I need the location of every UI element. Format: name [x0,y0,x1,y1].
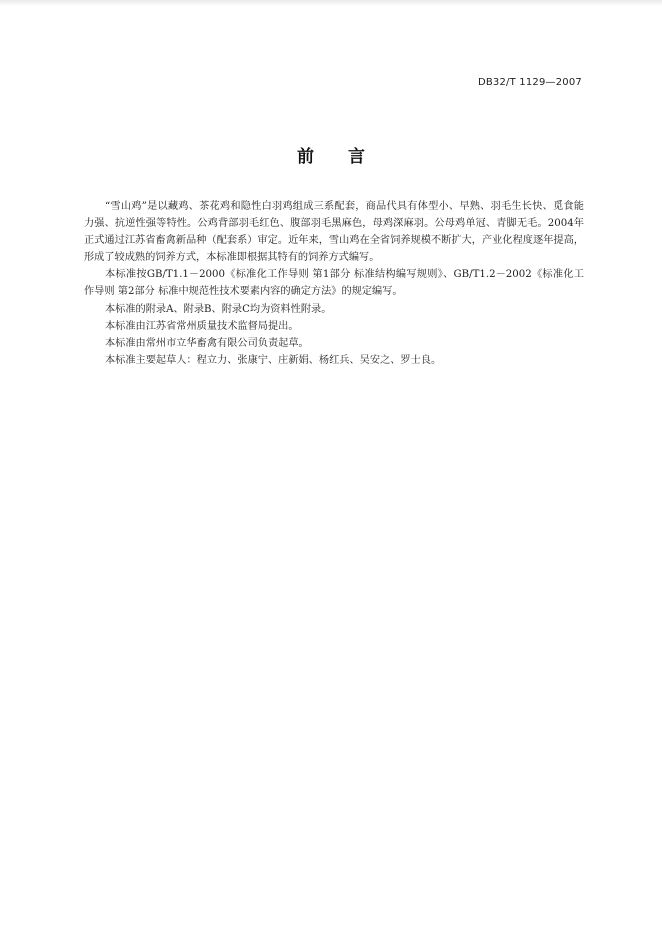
paragraph-drafters: 本标准主要起草人：程立力、张康宁、庄新娟、杨红兵、吴安之、罗士良。 [105,354,442,366]
scan-edge-shadow [0,0,662,6]
paragraph-appendices: 本标准的附录A、附录B、附录C均为资料性附录。 [105,303,332,315]
standard-code: DB32/T 1129—2007 [477,77,582,88]
foreword-body [84,198,584,369]
paragraph-breed-description: “雪山鸡”是以藏鸡、茶花鸡和隐性白羽鸡组成三系配套，商品代具有体型小、早熟、羽毛生长快、觅食能力强、抗逆性强等特性。公鸡背部羽毛红色、腹部羽毛黑麻色，母鸡深麻羽。公母鸡单冠、青脚无毛。2004年正式通过江苏省畜禽新品种（配套系）审定。近年来，雪山鸡在全省饲养规模不断扩大，产业化程度逐年提高，形成了较成熟的饲养方式，本标准即根据其特有的饲养方式编写。 [84,201,584,264]
paragraph-proposer: 本标准由江苏省常州质量技术监督局提出。 [105,320,299,332]
paragraph-drafting-rules: 本标准按GB/T1.1－2000《标准化工作导则 第1部分 标准结构编写规则》、GB/T1.2－2002《标准化工作导则 第2部分 标准中规范性技术要素内容的确定方法》的规定编写。 [84,269,584,298]
paragraph-drafting-unit: 本标准由常州市立华畜禽有限公司负责起草。 [105,337,309,349]
page-title: 前言 [297,147,399,167]
